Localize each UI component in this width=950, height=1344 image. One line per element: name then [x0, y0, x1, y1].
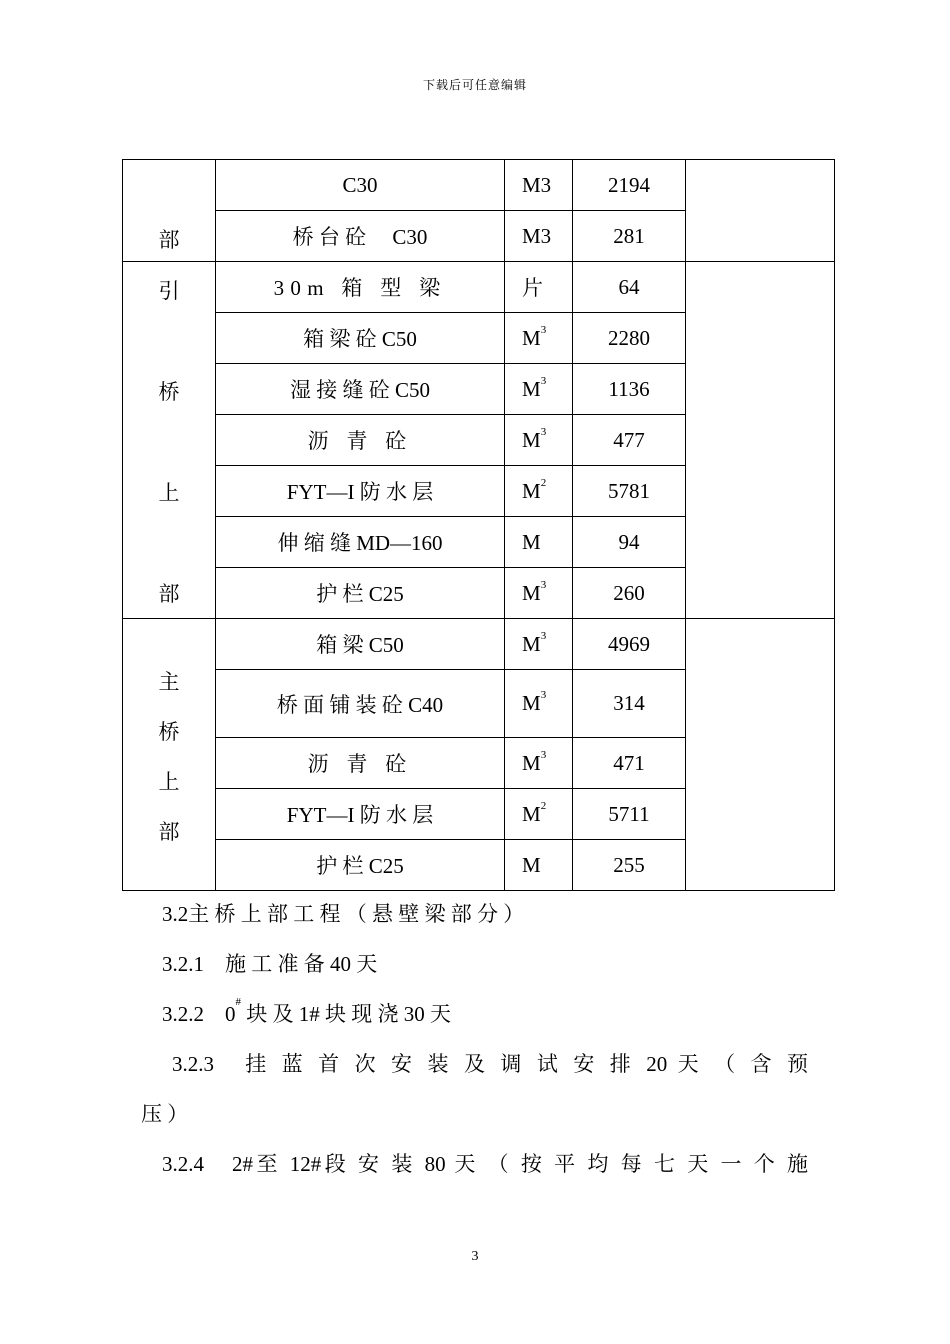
item-cell: FYT—I 防 水 层: [216, 466, 505, 517]
unit-cell: $M^3$: [505, 415, 573, 466]
paragraph-3-2: 3.2主 桥 上 部 工 程 （ 悬 壁 梁 部 分 ）: [162, 902, 525, 926]
item-cell: 护 栏 C25: [216, 840, 505, 891]
table-row: [123, 160, 835, 211]
qty-cell: 471: [573, 738, 686, 789]
unit-cell: $M^3$: [505, 670, 573, 738]
paragraph-3-2-3: 3.2.3 挂 蓝 首 次 安 装 及 调 试 安 排 20 天 （ 含 预: [172, 1052, 808, 1076]
item-cell: 桥 面 铺 装 砼 C40: [216, 670, 505, 738]
qty-cell: 2280: [573, 313, 686, 364]
qty-cell: 1136: [573, 364, 686, 415]
unit-cell: $M^3$: [505, 619, 573, 670]
table-row: [123, 262, 835, 313]
section-label: 上: [158, 770, 180, 794]
qty-cell: 255: [573, 840, 686, 891]
page-header: 下载后可任意编辑: [422, 78, 527, 92]
section-cell: [123, 619, 216, 891]
qty-cell: 281: [573, 211, 686, 262]
qty-cell: 4969: [573, 619, 686, 670]
section-label: 部: [158, 228, 180, 252]
item-cell: 箱 梁 砼 C50: [216, 313, 505, 364]
paragraph-3-2-3-cont: 压 ）: [141, 1102, 189, 1126]
item-cell: FYT—I 防 水 层: [216, 789, 505, 840]
unit-cell: $M^3$: [505, 738, 573, 789]
remark-cell: [686, 160, 835, 262]
qty-cell: 94: [573, 517, 686, 568]
remark-cell: [686, 262, 835, 619]
section-label: 桥: [158, 720, 180, 744]
item-cell: 箱 梁 C50: [216, 619, 505, 670]
item-cell: 护 栏 C25: [216, 568, 505, 619]
section-label: 上: [158, 481, 180, 505]
unit-cell: M3: [505, 211, 573, 262]
section-label: 主: [158, 670, 180, 694]
paragraph-3-2-2: 3.2.2 0# 块 及 1# 块 现 浇 30 天: [162, 996, 451, 1026]
item-cell: 沥 青 砼: [216, 415, 505, 466]
item-cell: 桥 台 砼 C30: [216, 211, 505, 262]
unit-cell: $M^3$: [505, 568, 573, 619]
section-label: 部: [158, 820, 180, 844]
unit-cell: $M^2$: [505, 789, 573, 840]
item-cell: 30m 箱 型 梁: [216, 262, 505, 313]
quantity-table: [122, 159, 835, 891]
unit-cell: $M^3$: [505, 313, 573, 364]
unit-cell: $M^3$: [505, 364, 573, 415]
item-cell: 湿 接 缝 砼 C50: [216, 364, 505, 415]
unit-cell: 片: [505, 262, 573, 313]
qty-cell: 2194: [573, 160, 686, 211]
remark-cell: [686, 619, 835, 891]
page-number: 3: [471, 1249, 479, 1264]
item-cell: 伸 缩 缝 MD—160: [216, 517, 505, 568]
section-cell: [123, 160, 216, 262]
qty-cell: 5711: [573, 789, 686, 840]
section-label: 引: [158, 279, 180, 303]
section-label: 桥: [158, 380, 180, 404]
qty-cell: 64: [573, 262, 686, 313]
unit-cell: $M^2$: [505, 466, 573, 517]
qty-cell: 260: [573, 568, 686, 619]
unit-cell: M3: [505, 160, 573, 211]
qty-cell: 477: [573, 415, 686, 466]
paragraph-3-2-1: 3.2.1 施 工 准 备 40 天: [162, 952, 378, 976]
section-label: 部: [158, 582, 180, 606]
section-cell: [123, 262, 216, 619]
qty-cell: 5781: [573, 466, 686, 517]
paragraph-3-2-4: 3.2.4 2#至 12#段 安 装 80 天 （ 按 平 均 每 七 天 一 个 施: [162, 1152, 808, 1176]
unit-cell: M: [505, 517, 573, 568]
qty-cell: 314: [573, 670, 686, 738]
item-cell: C30: [216, 160, 505, 211]
table-row: [123, 619, 835, 670]
item-cell: 沥 青 砼: [216, 738, 505, 789]
unit-cell: M: [505, 840, 573, 891]
